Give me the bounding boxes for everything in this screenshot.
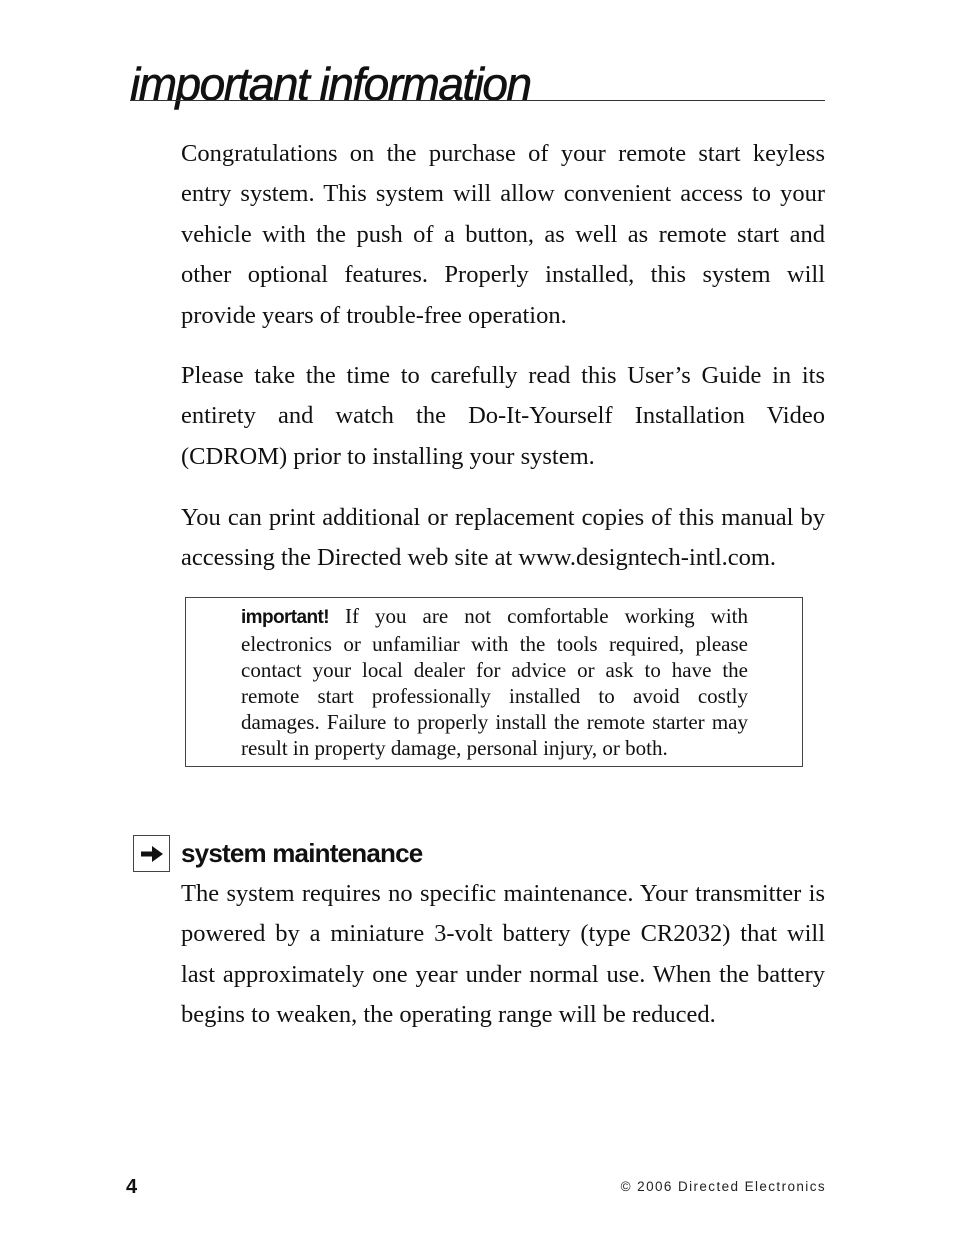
page-number: 4	[126, 1176, 138, 1198]
copyright-notice: © 2006 Directed Electronics	[620, 1179, 826, 1194]
section-marker	[133, 835, 170, 872]
important-notice-box	[185, 597, 803, 767]
important-notice-text	[241, 603, 748, 761]
maintenance-paragraph: The system requires no specific maintenance. Your transmitter is powered by a miniature 3-volt battery (type CR2032) that will last approximately one year under normal use. When the battery begins to weaken, the operating range will be reduced.	[181, 880, 825, 1029]
page-title: important information	[130, 58, 531, 110]
important-label: important!	[241, 607, 329, 628]
important-notice-body: If you are not comfortable working with electronics or unfamiliar with the tools required, please contact your local dealer for advice or ask to have the remote start professionally installed to avoid costly damages. Failure to properly install the remote starter may result in property damage, personal injury, or both.	[241, 604, 748, 760]
intro-paragraph-3: You can print additional or replacement copies of this manual by accessing the Directed web site at www.designtech-intl.com.	[181, 504, 825, 572]
intro-paragraph-2: Please take the time to carefully read this User’s Guide in its entirety and watch the Do-It-Yourself Installation Video (CDROM) prior to installing your system.	[181, 362, 825, 470]
title-rule	[130, 100, 825, 101]
intro-paragraph-1: Congratulations on the purchase of your remote start keyless entry system. This system will allow convenient access to your vehicle with the push of a button, as well as remote start and other optional features. Properly installed, this system will provide years of trouble-free operation.	[181, 140, 825, 329]
section-heading-system-maintenance: system maintenance	[181, 838, 423, 868]
